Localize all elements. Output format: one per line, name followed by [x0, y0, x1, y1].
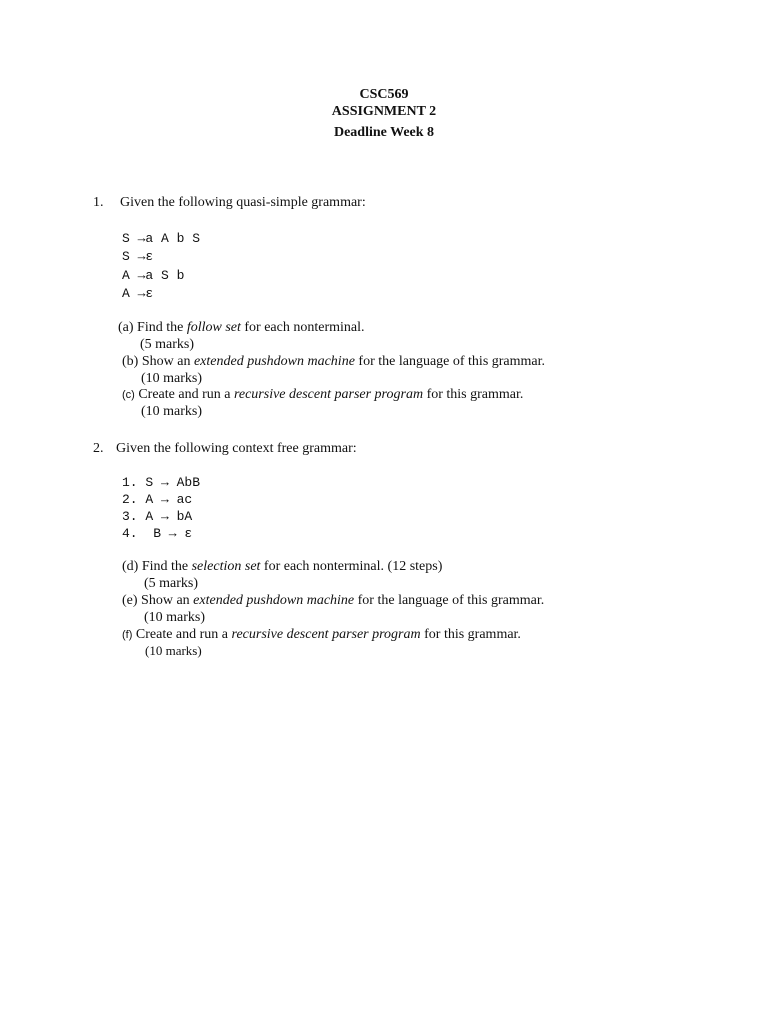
item-label: (f)	[122, 629, 133, 641]
course-code: CSC569	[359, 87, 409, 102]
item-term: extended pushdown machine	[193, 354, 355, 369]
item-label: (e)	[122, 593, 138, 608]
item-term: extended pushdown machine	[193, 593, 355, 608]
item-text-post: for the language of this grammar.	[354, 593, 545, 608]
q2-item-d	[122, 559, 442, 575]
item-label: (a)	[118, 320, 134, 335]
question-1-number: 1.	[93, 195, 104, 210]
item-text-post: for the language of this grammar.	[354, 354, 546, 369]
q2-item-e	[122, 593, 544, 609]
item-text-post: for this grammar.	[420, 627, 521, 642]
q2-grammar-rule: 1. S → AbB	[122, 475, 201, 490]
item-label: (d)	[122, 559, 139, 574]
q1-item-b-marks: (10 marks)	[141, 371, 203, 386]
item-text-pre: Show an	[141, 593, 194, 608]
q1-item-b	[122, 354, 545, 370]
q1-item-c-marks: (10 marks)	[141, 404, 203, 419]
q2-item-f	[122, 627, 521, 643]
item-text-pre: Show an	[141, 354, 194, 369]
item-text-pre: Create and run a	[135, 627, 232, 642]
item-text-post: for this grammar.	[423, 387, 524, 402]
q2-grammar-rule: 4. B → ε	[122, 526, 193, 541]
question-2-prompt: Given the following context free grammar:	[116, 441, 357, 456]
item-term: follow set	[186, 320, 241, 335]
q1-grammar-rule: A →a S b	[122, 268, 185, 283]
item-text-pre: Find the	[141, 559, 192, 574]
q2-grammar-rule: 3. A → bA	[122, 509, 193, 524]
q1-grammar-rule: S →a A b S	[122, 231, 201, 246]
item-text-pre: Find the	[137, 320, 187, 335]
q2-item-d-marks: (5 marks)	[144, 576, 199, 591]
question-2-number: 2.	[93, 441, 104, 456]
item-term: recursive descent parser program	[233, 387, 424, 402]
q1-grammar-rule: S →ε	[122, 249, 154, 264]
q1-item-c	[122, 387, 523, 403]
item-label: (c)	[122, 389, 135, 401]
q2-grammar-rule: 2. A → ac	[122, 492, 193, 507]
item-term: selection set	[191, 559, 261, 574]
item-label: (b)	[122, 354, 139, 369]
assignment-title: ASSIGNMENT 2	[331, 104, 437, 119]
item-text-post: for each nonterminal. (12 steps)	[260, 559, 443, 574]
item-text-pre: Create and run a	[138, 387, 234, 402]
item-text-post: for each nonterminal.	[240, 320, 365, 335]
q2-item-e-marks: (10 marks)	[144, 610, 206, 625]
q1-item-a-marks: (5 marks)	[140, 337, 195, 352]
question-1-prompt: Given the following quasi-simple grammar:	[120, 195, 366, 210]
q2-item-f-marks: (10 marks)	[145, 643, 202, 658]
q1-grammar-rule: A →ε	[122, 286, 154, 301]
q1-item-a	[118, 320, 365, 336]
item-term: recursive descent parser program	[231, 627, 421, 642]
deadline-line: Deadline Week 8	[333, 125, 435, 140]
